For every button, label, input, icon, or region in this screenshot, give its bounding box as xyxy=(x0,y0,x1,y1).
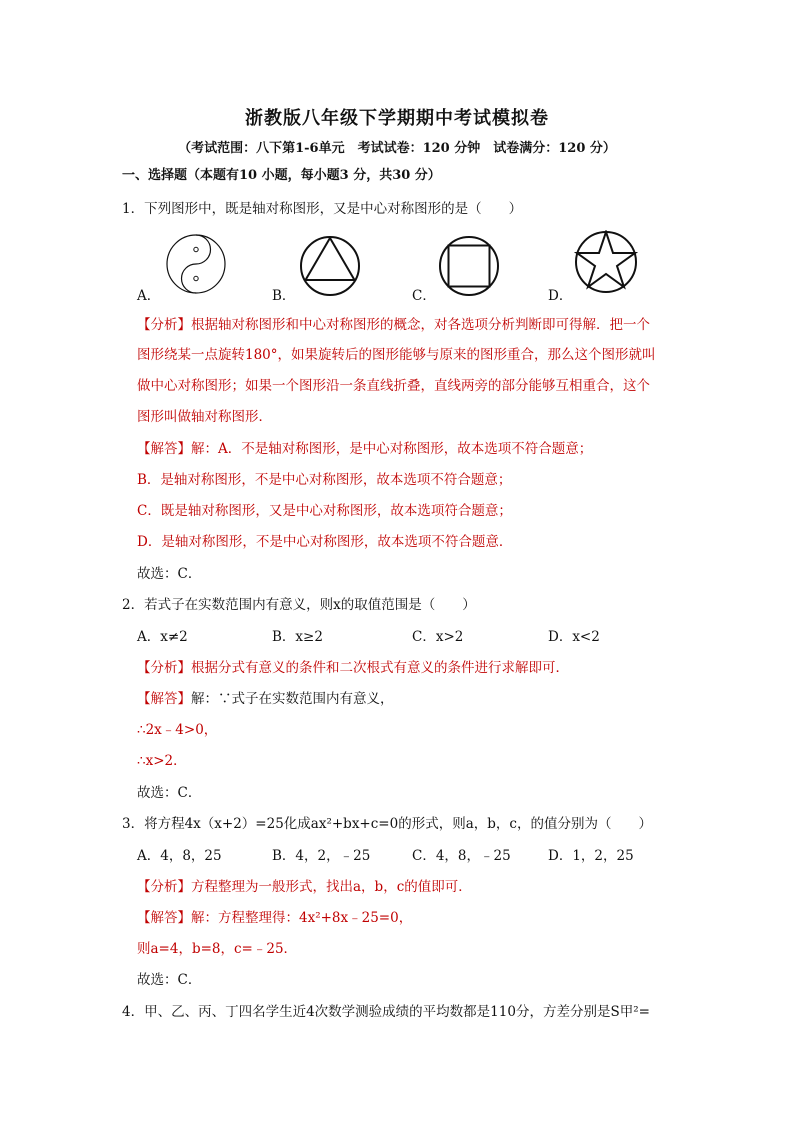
q2-choice: 故选：C． xyxy=(137,785,202,801)
q3-choice: 故选：C． xyxy=(137,972,202,988)
q1-option-c: C． xyxy=(412,288,436,304)
question-2-stem: 2．若式子在实数范围内有意义，则x的取值范围是（ ） xyxy=(122,597,476,613)
q3-analysis: 【分析】方程整理为一般形式，找出a，b，c的值即可． xyxy=(137,879,472,895)
square-in-circle-icon xyxy=(437,234,501,298)
q1-analysis-line-1: 【分析】根据轴对称图形和中心对称图形的概念，对各选项分析判断即可得解．把一个 xyxy=(137,317,650,333)
page-title: 浙教版八年级下学期期中考试模拟卷 xyxy=(245,108,549,129)
q2-option-b: B．x≥2 xyxy=(272,629,323,645)
q1-analysis-line-3: 做中心对称图形；如果一个图形沿一条直线折叠，直线两旁的部分能够互相重合，这个 xyxy=(137,378,650,394)
q3-answer-line-2: 则a=4，b=8，c=﹣25． xyxy=(137,941,298,957)
section-heading: 一、选择题（本题有10 小题，每小题3 分，共30 分） xyxy=(122,168,441,183)
q3-option-b: B．4，2，﹣25 xyxy=(272,848,371,864)
question-3-stem: 3．将方程4x（x+2）=25化成ax²+bx+c=0的形式，则a，b，c，的值分别为（ ） xyxy=(122,816,652,832)
q1-option-d: D． xyxy=(548,288,573,304)
q2-answer-line-2: ∴2x﹣4>0， xyxy=(137,722,218,738)
q1-option-b: B． xyxy=(272,288,296,304)
q3-option-c: C．4，8，﹣25 xyxy=(412,848,511,864)
triangle-in-circle-icon xyxy=(298,234,362,298)
q2-analysis: 【分析】根据分式有意义的条件和二次根式有意义的条件进行求解即可． xyxy=(137,660,569,676)
q1-answer-line-2: B．是轴对称图形，不是中心对称图形，故本选项不符合题意； xyxy=(137,472,512,488)
answer-tag: 【解答】 xyxy=(137,441,191,457)
q2-option-d: D．x<2 xyxy=(548,629,600,645)
q3-option-a: A．4，8，25 xyxy=(137,848,222,864)
q1-answer-line-3: C．既是轴对称图形，又是中心对称图形，故本选项符合题意； xyxy=(137,503,512,519)
star-in-circle-icon xyxy=(574,230,638,294)
question-4-stem: 4．甲、乙、丙、丁四名学生近4次数学测验成绩的平均数都是110分，方差分别是S甲²= xyxy=(122,1004,650,1020)
analysis-tag: 【分析】 xyxy=(137,317,191,333)
q1-option-a: A． xyxy=(137,288,161,304)
q1-analysis-line-2: 图形绕某一点旋转180°，如果旋转后的图形能够与原来的图形重合，那么这个图形就叫 xyxy=(137,347,656,363)
question-1-stem: 1．下列图形中，既是轴对称图形，又是中心对称图形的是（ ） xyxy=(122,201,523,217)
q1-answer-line-1: 【解答】解：A．不是轴对称图形，是中心对称图形，故本选项不符合题意； xyxy=(137,441,593,457)
q1-choice: 故选：C． xyxy=(137,566,202,582)
page-subtitle: （考试范围：八下第1-6单元 考试试卷：120 分钟 试卷满分：120 分） xyxy=(178,141,616,156)
q2-answer-line-3: ∴x>2． xyxy=(137,753,187,769)
q2-option-c: C．x>2 xyxy=(412,629,464,645)
q2-option-a: A．x≠2 xyxy=(137,629,188,645)
q2-answer-line-1: 【解答】解：∵式子在实数范围内有意义， xyxy=(137,691,394,707)
q3-option-d: D．1，2，25 xyxy=(548,848,634,864)
q1-answer-line-4: D．是轴对称图形，不是中心对称图形，故本选项不符合题意． xyxy=(137,534,513,550)
q1-analysis-line-4: 图形叫做轴对称图形． xyxy=(137,409,272,425)
q3-answer-line-1: 【解答】解：方程整理得：4x²+8x﹣25=0， xyxy=(137,910,413,926)
yin-yang-icon xyxy=(164,232,228,296)
